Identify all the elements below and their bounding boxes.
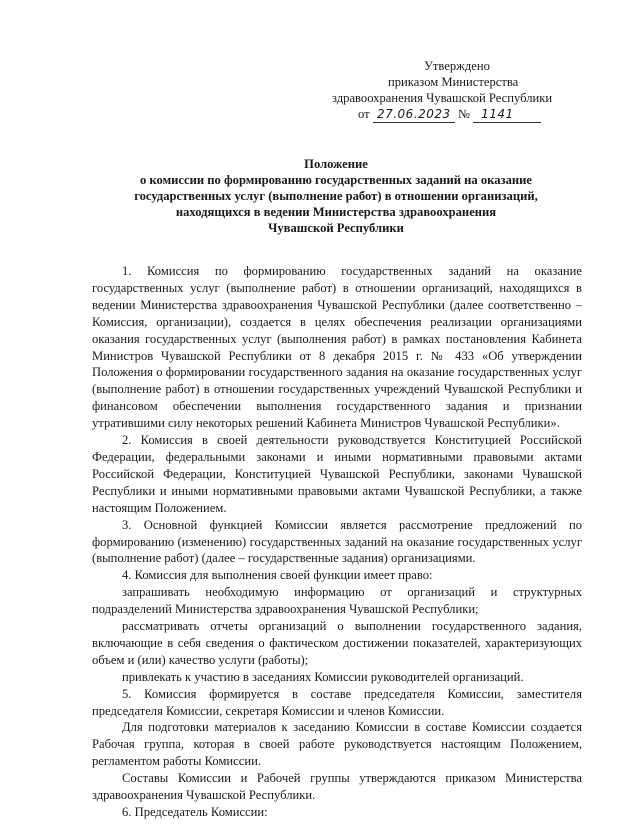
- approval-line-order: приказом Министерства: [388, 75, 519, 89]
- subtitle-line: государственных услуг (выполнение работ) в отношении организаций,: [134, 189, 538, 203]
- subtitle-line: о комиссии по формированию государственных заданий на оказание: [139, 173, 533, 187]
- subtitle-line: находящихся в ведении Министерства здравоохранения: [175, 205, 497, 219]
- approval-date: 27.06.2023: [373, 106, 455, 123]
- approval-line-ministry: здравоохранения Чувашской Республики: [332, 91, 553, 105]
- paragraph-4-right-1: запрашивать необходимую информацию от организаций и структурных подразделений Министерства здравоохранения Чувашской Республики;: [92, 585, 582, 617]
- paragraph-1: 1. Комиссия по формированию государственных заданий на оказание государственных услуг (выполнение работ) в отношении организаций, находящихся в ведении Министерства здравоохранения Чувашской Республики (далее соответственно – Комиссия, организации), создается в целях обеспечения реализации организациями оказания государственных услуг (выполнения работ) в рамках постановления Кабинета Министров Чувашской Республики от 8 декабря 2015 г. № 433 «Об утверждении Положения о формировании государственного задания на оказание государственных услуг (выполнение работ) в отношении государственных учреждений Чувашской Республики и финансовом обеспечении выполнения государственного задания и признании утратившими силу некоторых решений Кабинета Министров Чувашской Республики».: [92, 264, 582, 431]
- approval-date-line: [358, 106, 608, 123]
- date-prefix: от: [358, 107, 370, 121]
- approval-line-approved: Утверждено: [424, 59, 490, 73]
- paragraph-4: 4. Комиссия для выполнения своей функции имеет право:: [122, 568, 433, 583]
- approval-number: 1141: [473, 106, 541, 123]
- approval-stamp: [332, 58, 608, 123]
- paragraph-5: 5. Комиссия формируется в составе председателя Комиссии, заместителя председателя Комиссии, секретаря Комиссии и членов Комиссии.: [92, 686, 582, 718]
- number-prefix: №: [457, 107, 470, 121]
- paragraph-3: 3. Основной функцией Комиссии является рассмотрение предложений по формированию (изменению) государственных заданий на оказание государственных услуг (выполнение работ) (далее – государственные задания) организациями.: [92, 517, 582, 566]
- subtitle-line: Чувашской Республики: [268, 221, 404, 235]
- document-body: [92, 263, 582, 821]
- paragraph-5-compositions: Составы Комиссии и Рабочей группы утверждаются приказом Министерства здравоохранения Чувашской Республики.: [92, 771, 582, 803]
- document-heading: [96, 156, 576, 236]
- paragraph-4-right-2: рассматривать отчеты организаций о выполнении государственного задания, включающие в себя сведения о фактическом достижении показателей, характеризующих объем и (или) качество услуги (работы);: [92, 619, 582, 667]
- paragraph-2: 2. Комиссия в своей деятельности руководствуется Конституцией Российской Федерации, федеральными законами и иными нормативными правовыми актами Российской Федерации, Конституцией Чувашской Республики, законами Чувашской Республики и иными нормативными правовыми актами Чувашской Республики, а также настоящим Положением.: [92, 433, 582, 515]
- document-title: Положение: [304, 157, 368, 171]
- paragraph-6: 6. Председатель Комиссии:: [122, 805, 268, 819]
- paragraph-5-working-group: Для подготовки материалов к заседанию Комиссии в составе Комиссии создается Рабочая группа, которая в своей работе руководствуется настоящим Положением, регламентом работы Комиссии.: [92, 720, 582, 769]
- paragraph-4-right-3: привлекать к участию в заседаниях Комиссии руководителей организаций.: [122, 669, 524, 684]
